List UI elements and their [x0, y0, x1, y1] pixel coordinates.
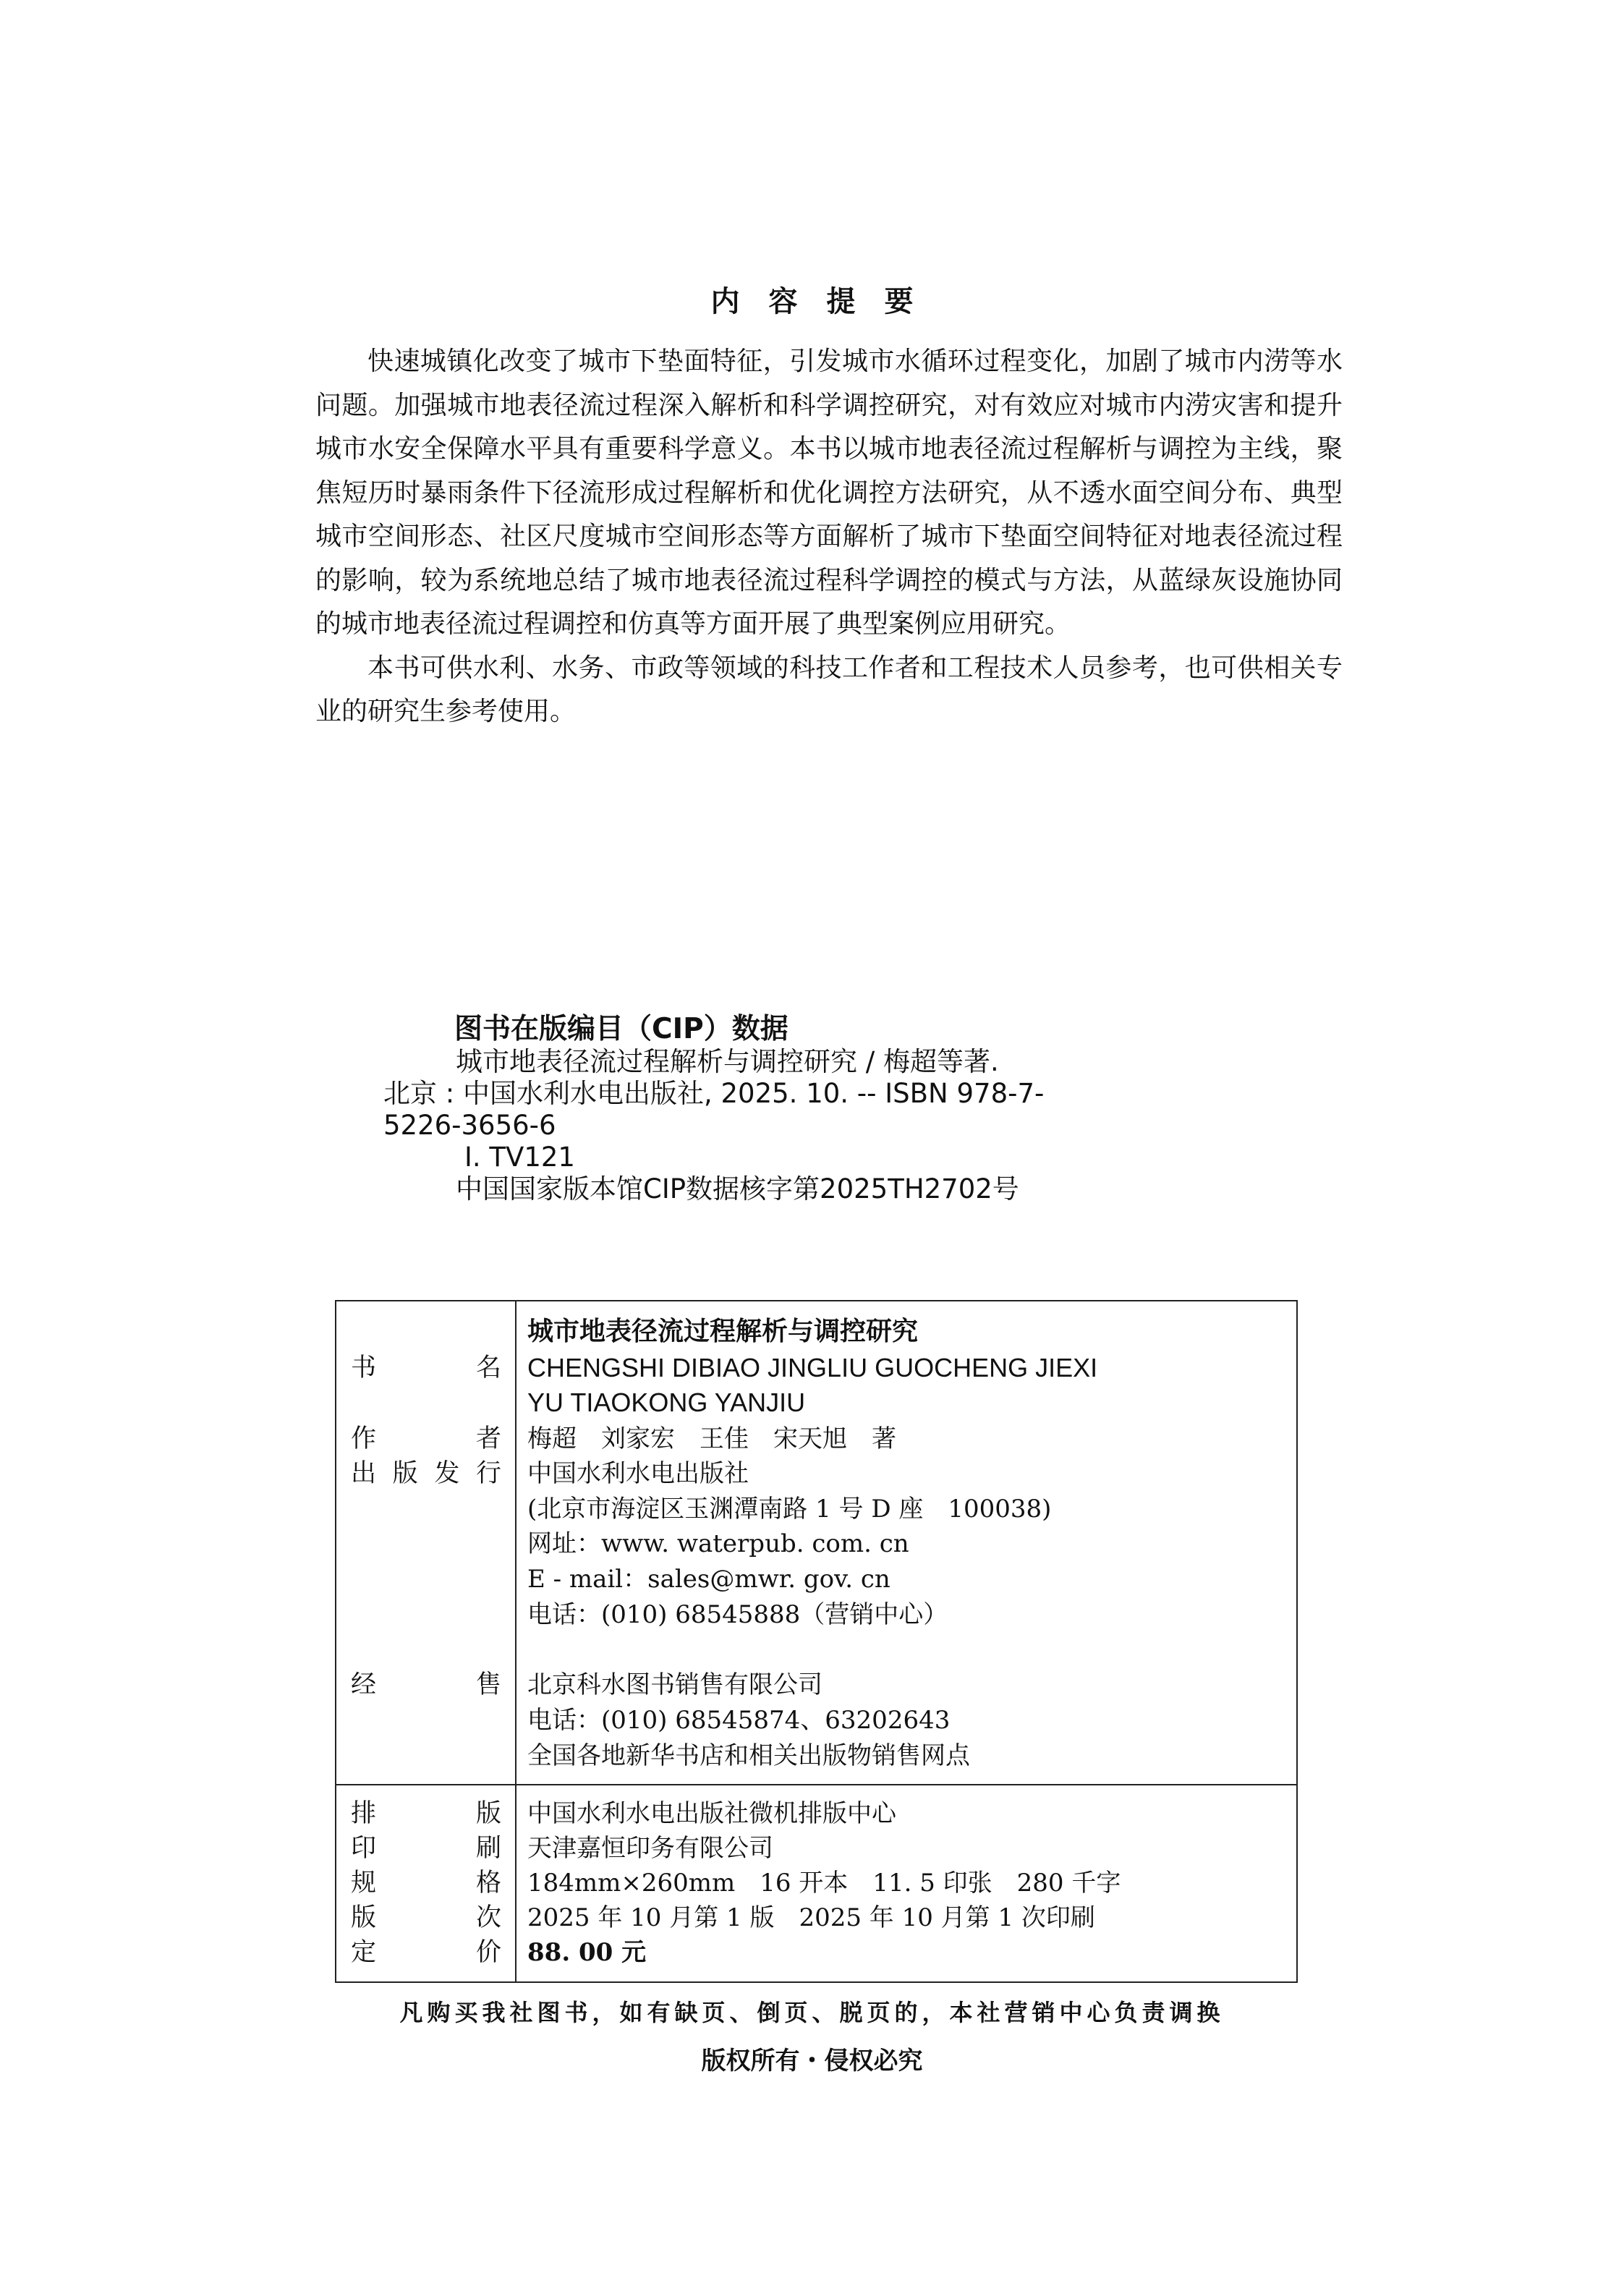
value-distributor-name: 北京科水图书销售有限公司 [527, 1670, 822, 1699]
label-printing: 印 刷 [351, 1834, 501, 1863]
label-edition: 版 次 [351, 1903, 501, 1932]
summary-title: 内容提要 [710, 285, 943, 318]
label-book-title: 书 名 [351, 1354, 501, 1382]
value-printing: 天津嘉恒印务有限公司 [527, 1834, 773, 1863]
value-edition: 2025 年 10 月第 1 版 2025 年 10 月第 1 次印刷 [527, 1903, 1095, 1932]
cip-record-number: 中国国家版本馆CIP数据核字第2025TH2702号 [456, 1173, 1019, 1205]
value-distributor-network: 全国各地新华书店和相关出版物销售网点 [527, 1741, 970, 1770]
cip-publication-line: 北京 : 中国水利水电出版社, 2025. 10. -- ISBN 978-7- [383, 1078, 1045, 1109]
replacement-notice: 凡购买我社图书，如有缺页、倒页、脱页的，本社营销中心负责调换 [399, 1999, 1225, 2026]
value-book-title-cn: 城市地表径流过程解析与调控研究 [527, 1317, 919, 1346]
value-spec: 184mm×260mm 16 开本 11. 5 印张 280 千字 [527, 1869, 1121, 1898]
label-author: 作 者 [351, 1424, 501, 1453]
summary-body [315, 340, 1343, 734]
copyright-notice: 版权所有・侵权必究 [701, 2047, 923, 2076]
summary-paragraph-2: 本书可供水利、水务、市政等领域的科技工作者和工程技术人员参考，也可供相关专业的研究生参考使用。 [315, 653, 1343, 726]
cip-isbn-continuation: 5226-3656-6 [383, 1110, 556, 1141]
cip-heading: 图书在版编目（CIP）数据 [454, 1013, 788, 1045]
value-price: 88. 00 元 [527, 1938, 647, 1967]
value-publisher-website: 网址：www. waterpub. com. cn [527, 1529, 909, 1558]
value-authors: 梅超 刘家宏 王佳 宋天旭 著 [527, 1424, 896, 1453]
value-publisher-phone: 电话：(010) 68545888（营销中心） [527, 1600, 948, 1629]
colophon-table [335, 1300, 1298, 1983]
column-divider [515, 1301, 516, 1981]
row-divider [336, 1784, 1296, 1785]
cip-title-line: 城市地表径流过程解析与调控研究 / 梅超等著. [456, 1046, 999, 1077]
value-book-title-en-1: CHENGSHI DIBIAO JINGLIU GUOCHENG JIEXI [527, 1353, 1098, 1382]
cip-classification: Ⅰ. TV121 [464, 1142, 575, 1173]
label-spec: 规 格 [351, 1869, 501, 1898]
value-publisher-email: E - mail：sales@mwr. gov. cn [527, 1565, 890, 1594]
cip-block [383, 1013, 1324, 1205]
summary-paragraph-1: 快速城镇化改变了城市下垫面特征，引发城市水循环过程变化，加剧了城市内涝等水问题。加强城市地表径流过程深入解析和科学调控研究，对有效应对城市内涝灾害和提升城市水安全保障水平具有重要科学意义。本书以城市地表径流过程解析与调控为主线，聚焦短历时暴雨条件下径流形成过程解析和优化调控方法研究，从不透水面空间分布、典型城市空间形态、社区尺度城市空间形态等方面解析了城市下垫面空间特征对地表径流过程的影响，较为系统地总结了城市地表径流过程科学调控的模式与方法，从蓝绿灰设施协同的城市地表径流过程调控和仿真等方面开展了典型案例应用研究。 [315, 347, 1343, 639]
value-typesetting: 中国水利水电出版社微机排版中心 [527, 1799, 896, 1828]
label-distributor: 经 售 [351, 1670, 501, 1699]
label-typesetting: 排 版 [351, 1799, 501, 1828]
value-publisher-address: (北京市海淀区玉渊潭南路 1 号 D 座 100038) [527, 1495, 1052, 1524]
value-book-title-en-2: YU TIAOKONG YANJIU [527, 1388, 806, 1417]
value-distributor-phone: 电话：(010) 68545874、63202643 [527, 1706, 951, 1735]
label-publisher: 出 版 发 行 [351, 1459, 501, 1488]
label-price: 定 价 [351, 1938, 501, 1967]
value-publisher-name: 中国水利水电出版社 [527, 1459, 749, 1488]
